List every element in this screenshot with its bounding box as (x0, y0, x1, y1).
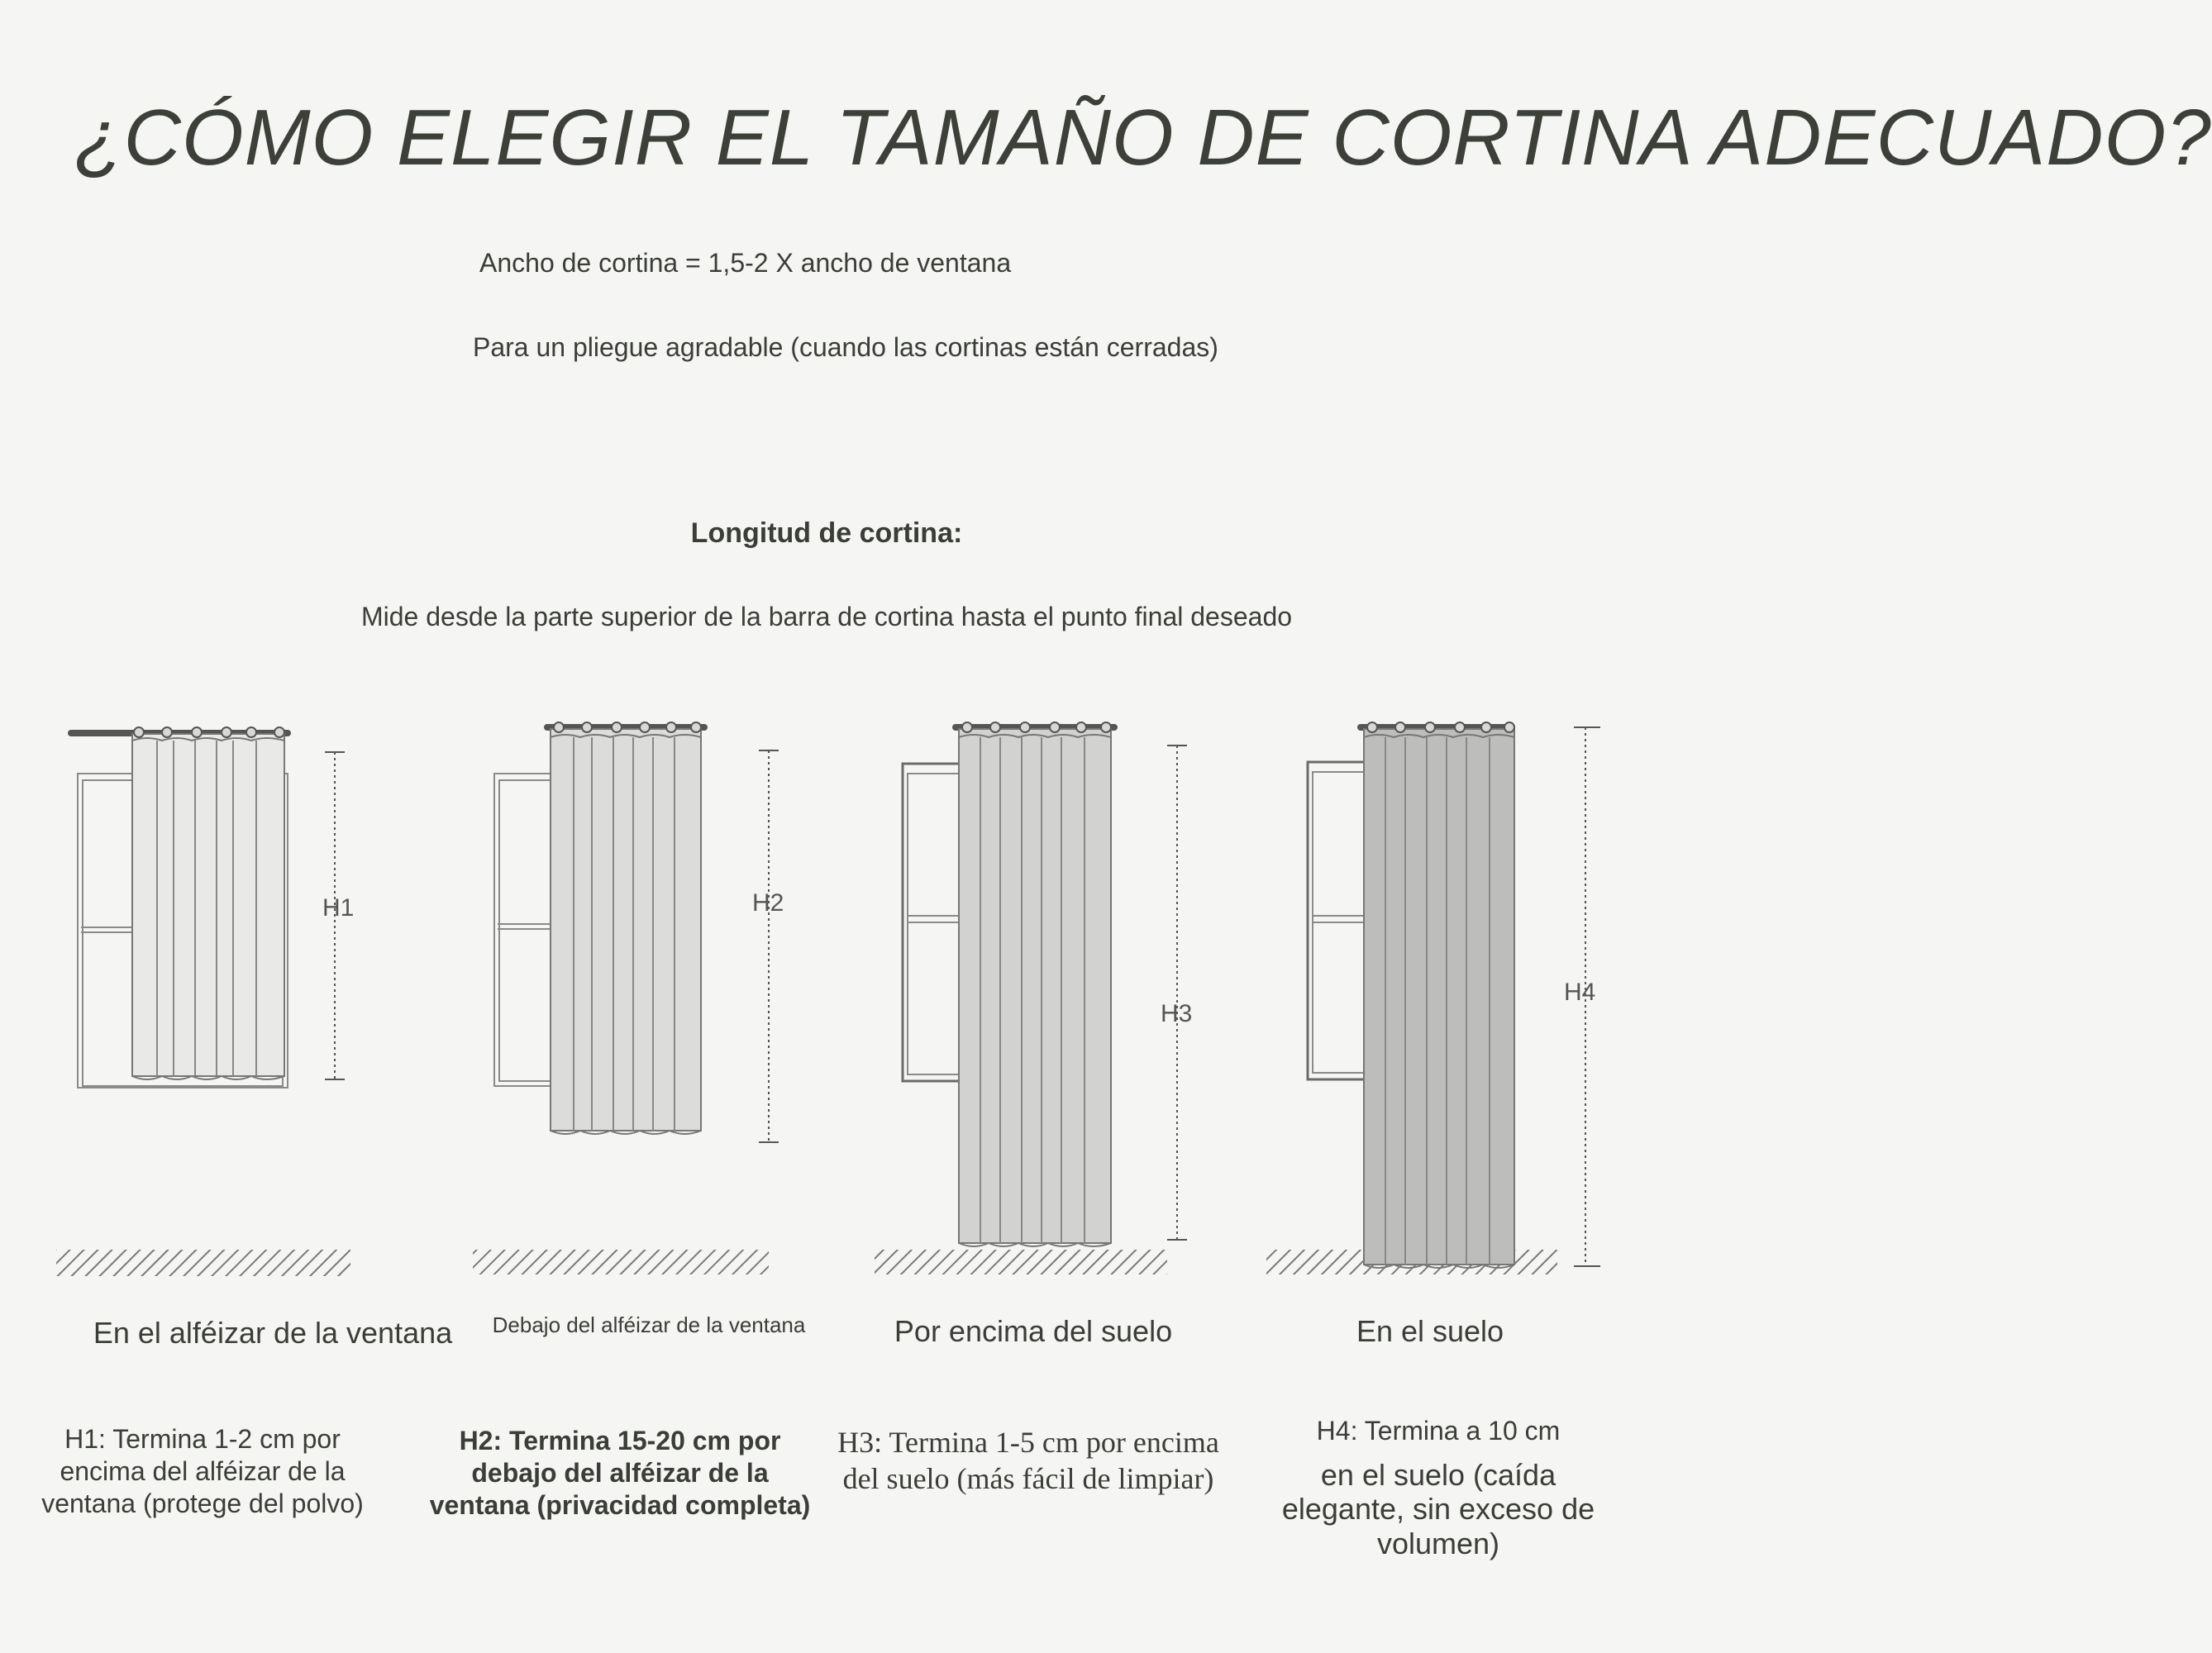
window-frame-4 (1308, 762, 1366, 1079)
panel-3-description: H3: Termina 1-5 cm por encima del suelo (más fácil de limpiar) (837, 1426, 1219, 1495)
dimension-line-2 (759, 750, 779, 1142)
panel-4-description-line2: en el suelo (caída elegante, sin exceso de volumen) (1281, 1458, 1595, 1560)
floor-2 (473, 1250, 769, 1274)
curtain-1 (132, 727, 284, 1079)
panel-4-diagram (1266, 722, 1600, 1274)
page-title: ¿CÓMO ELEGIR EL TAMAÑO DE CORTINA ADECUADO? (74, 93, 2212, 182)
panel-4-description-line1: H4: Termina a 10 cm (1316, 1416, 1561, 1446)
panel-2-diagram (473, 722, 784, 1274)
length-instruction: Mide desde la parte superior de la barra de cortina hasta el punto final deseado (360, 602, 1293, 631)
panel-1-diagram (56, 727, 354, 1276)
dimension-line-3 (1167, 746, 1187, 1240)
length-heading: Longitud de cortina: (690, 517, 963, 549)
window-frame-3 (903, 764, 961, 1081)
panel-2-title: Debajo del alféizar de la ventana (492, 1312, 806, 1337)
width-note: Para un pliegue agradable (cuando las cortinas están cerradas) (473, 332, 1218, 362)
height-label-2: H2 (752, 889, 784, 917)
floor-1 (56, 1250, 350, 1276)
floor-3 (875, 1250, 1167, 1274)
panel-2-description: H2: Termina 15-20 cm por debajo del alféizar de la ventana (privacidad completa) (429, 1426, 811, 1521)
panel-1-description: H1: Termina 1-2 cm por encima del alféizar de la ventana (protege del polvo) (41, 1424, 364, 1519)
curtain-2 (551, 722, 701, 1134)
panel-1-title: En el alféizar de la ventana (93, 1316, 453, 1350)
curtain-3 (959, 722, 1111, 1246)
width-formula: Ancho de cortina = 1,5-2 X ancho de ventana (479, 248, 1012, 278)
panel-3-diagram (875, 722, 1192, 1274)
panel-4-title: En el suelo (1356, 1314, 1504, 1348)
panel-3-title: Por encima del suelo (894, 1314, 1173, 1348)
curtain-4 (1364, 722, 1514, 1268)
height-label-3: H3 (1161, 1000, 1193, 1027)
height-label-4: H4 (1564, 979, 1596, 1006)
window-frame-2 (494, 774, 552, 1086)
height-label-1: H1 (322, 894, 355, 922)
